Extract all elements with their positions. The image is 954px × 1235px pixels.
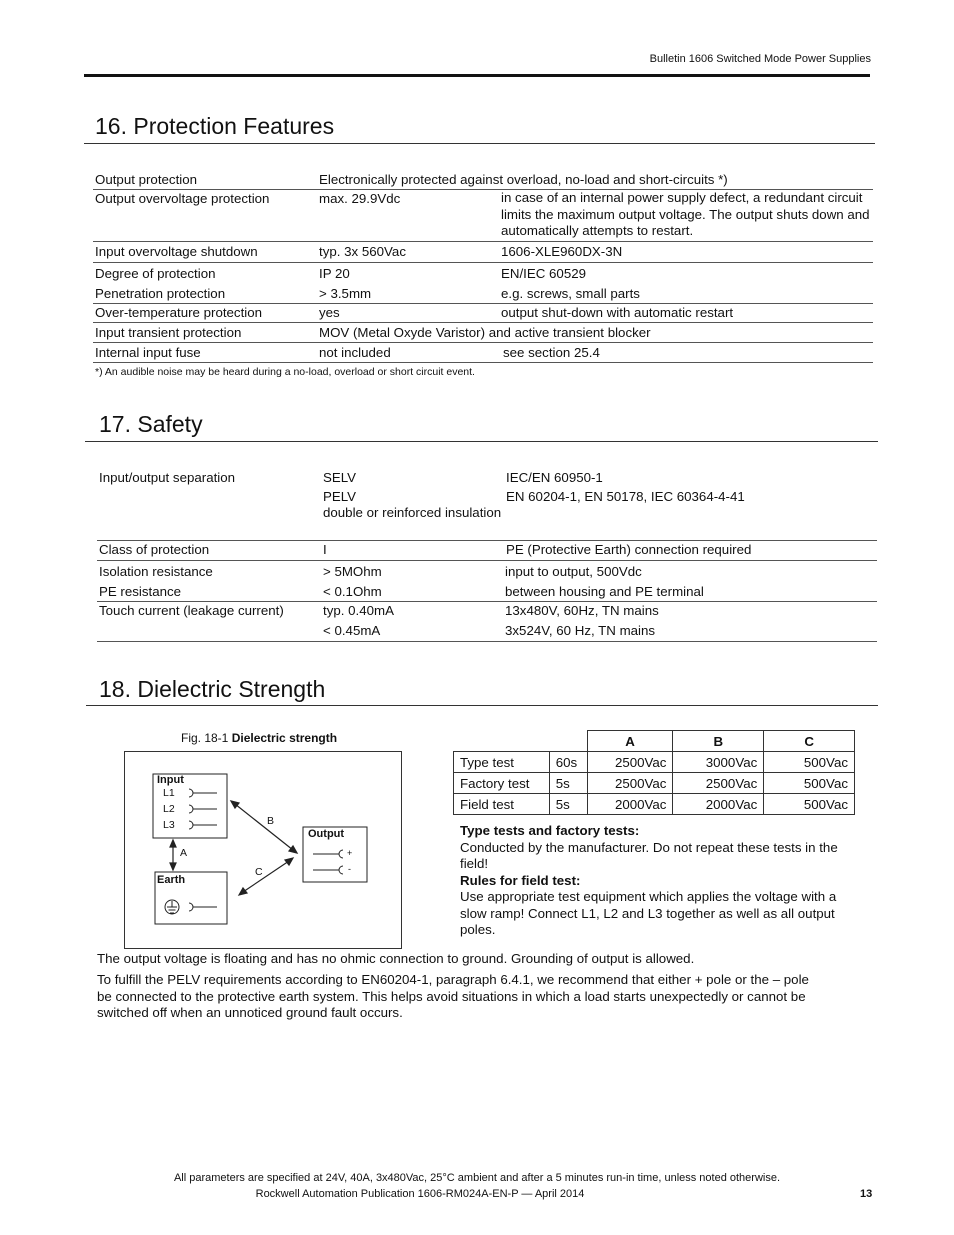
line-l1-label: L1	[163, 787, 175, 799]
row-label: Over-temperature protection	[95, 305, 263, 320]
test-name: Factory test	[454, 773, 550, 794]
line-l2-label: L2	[163, 803, 175, 815]
test-time: 60s	[549, 752, 587, 773]
row-label: Degree of protection	[95, 266, 216, 281]
test-name: Type test	[454, 752, 550, 773]
row-note: e.g. screws, small parts	[501, 286, 640, 301]
value-c: 500Vac	[764, 773, 855, 794]
line-l3-label: L3	[163, 819, 175, 831]
table-row	[454, 794, 855, 815]
row-label: Internal input fuse	[95, 345, 201, 360]
test-time: 5s	[549, 794, 587, 815]
figure-caption	[181, 731, 337, 745]
section-17-title: 17. Safety	[99, 411, 203, 437]
row-value: MOV (Metal Oxyde Varistor) and active transient blocker	[319, 325, 651, 340]
dielectric-test-table	[453, 730, 855, 815]
row-value: not included	[319, 345, 391, 360]
row-value: SELV	[323, 470, 357, 485]
row-label: Input overvoltage shutdown	[95, 244, 258, 259]
row-note: see section 25.4	[503, 345, 600, 360]
rules-heading: Rules for field test:	[460, 872, 581, 888]
row-label: Output overvoltage protection	[95, 191, 270, 206]
footer-publication: Rockwell Automation Publication 1606-RM024A-EN-P — April 2014	[255, 1188, 585, 1200]
running-header: Bulletin 1606 Switched Mode Power Supplies	[649, 53, 871, 65]
section-16-rule	[84, 143, 875, 144]
value-c: 500Vac	[764, 752, 855, 773]
row-note: input to output, 500Vdc	[505, 564, 642, 579]
arrow-b-label: B	[267, 815, 275, 827]
section-18-rule	[86, 705, 878, 706]
row-label: Input transient protection	[95, 325, 242, 340]
row-note: in case of an internal power supply defect, a redundant circuit limits the maximum output voltage. The output shuts down and automatically attempts to restart.	[501, 190, 870, 238]
row-value: I	[323, 542, 327, 557]
row-note: PE (Protective Earth) connection required	[506, 542, 752, 557]
minus-label: -	[348, 864, 351, 874]
row-label: Isolation resistance	[99, 564, 213, 579]
arrow-a-label: A	[180, 847, 188, 859]
footer-conditions: All parameters are specified at 24V, 40A, 3x480Vac, 25°C ambient and after a 5 minutes run-in time, unless noted otherwise.	[173, 1172, 781, 1184]
row-note: EN/IEC 60529	[501, 266, 587, 281]
row-value: double or reinforced insulation	[323, 505, 502, 520]
row-label: PE resistance	[99, 584, 182, 599]
section-17-rule	[85, 441, 878, 442]
row-label: Output protection	[95, 172, 198, 187]
row-note: EN 60204-1, EN 50178, IEC 60364-4-41	[506, 489, 745, 504]
value-a: 2000Vac	[587, 794, 673, 815]
table-header-row	[454, 731, 855, 752]
table-row	[454, 773, 855, 794]
rules-text: Use appropriate test equipment which applies the voltage with a slow ramp! Connect L1, L2 and L3 together as well as all output poles.	[460, 889, 837, 937]
row-note: output shut-down with automatic restart	[501, 305, 734, 320]
column-header: A	[587, 731, 673, 752]
row-value: < 0.45mA	[323, 623, 381, 638]
row-note: 13x480V, 60Hz, TN mains	[505, 603, 659, 618]
grounding-paragraph: The output voltage is floating and has no ohmic connection to ground. Grounding of output is allowed.	[97, 951, 695, 966]
row-note: 3x524V, 60 Hz, TN mains	[505, 623, 656, 638]
row-value: > 3.5mm	[319, 286, 372, 301]
row-value: Electronically protected against overload, no-load and short-circuits *)	[319, 172, 728, 187]
header-rule	[84, 74, 870, 77]
row-value: > 5MOhm	[323, 564, 382, 579]
row-value: typ. 3x 560Vac	[319, 244, 406, 259]
row-value: yes	[319, 305, 340, 320]
page-number: 13	[860, 1188, 873, 1200]
figure-number: Fig. 18-1	[181, 731, 229, 745]
row-label: Penetration protection	[95, 286, 226, 301]
test-time: 5s	[549, 773, 587, 794]
figure-title: Dielectric strength	[231, 731, 338, 745]
row-note: 1606-XLE960DX-3N	[501, 244, 623, 259]
row-value: PELV	[323, 489, 357, 504]
value-c: 500Vac	[764, 794, 855, 815]
row-label: Input/output separation	[99, 470, 236, 485]
footnote: *) An audible noise may be heard during a no-load, overload or short circuit event.	[95, 366, 475, 378]
row-value: < 0.1Ohm	[323, 584, 382, 599]
arrow-c-label: C	[255, 866, 263, 878]
dielectric-diagram	[124, 751, 402, 949]
section-18-title: 18. Dielectric Strength	[99, 676, 326, 702]
row-label: Class of protection	[99, 542, 210, 557]
output-box-label: Output	[308, 828, 345, 840]
row-value: typ. 0.40mA	[323, 603, 394, 618]
input-box-label: Input	[157, 774, 184, 786]
column-header: C	[764, 731, 855, 752]
row-value: IP 20	[319, 266, 350, 281]
test-name: Field test	[454, 794, 550, 815]
table-row	[454, 752, 855, 773]
row-note: between housing and PE terminal	[505, 584, 704, 599]
column-header: B	[673, 731, 764, 752]
value-b: 2500Vac	[673, 773, 764, 794]
row-value: max. 29.9Vdc	[319, 191, 401, 206]
pelv-paragraph: To fulfill the PELV requirements according to EN60204-1, paragraph 6.4.1, we recommend that either + pole or the – pole be connected to the protective earth system. This helps avoid situations in which a load starts unexpectedly or cannot be switched off when an unnoticed ground fault occurs.	[97, 972, 809, 1020]
type-tests-text: Conducted by the manufacturer. Do not repeat these tests in the field!	[460, 839, 838, 871]
value-a: 2500Vac	[587, 773, 673, 794]
row-label: Touch current (leakage current)	[99, 603, 284, 618]
row-note: IEC/EN 60950-1	[506, 470, 603, 485]
value-a: 2500Vac	[587, 752, 673, 773]
type-tests-heading: Type tests and factory tests:	[460, 823, 640, 838]
section-16-title: 16. Protection Features	[95, 113, 335, 139]
value-b: 2000Vac	[673, 794, 764, 815]
value-b: 3000Vac	[673, 752, 764, 773]
test-notes	[460, 823, 860, 939]
earth-box-label: Earth	[157, 874, 186, 886]
plus-label: +	[347, 848, 353, 858]
